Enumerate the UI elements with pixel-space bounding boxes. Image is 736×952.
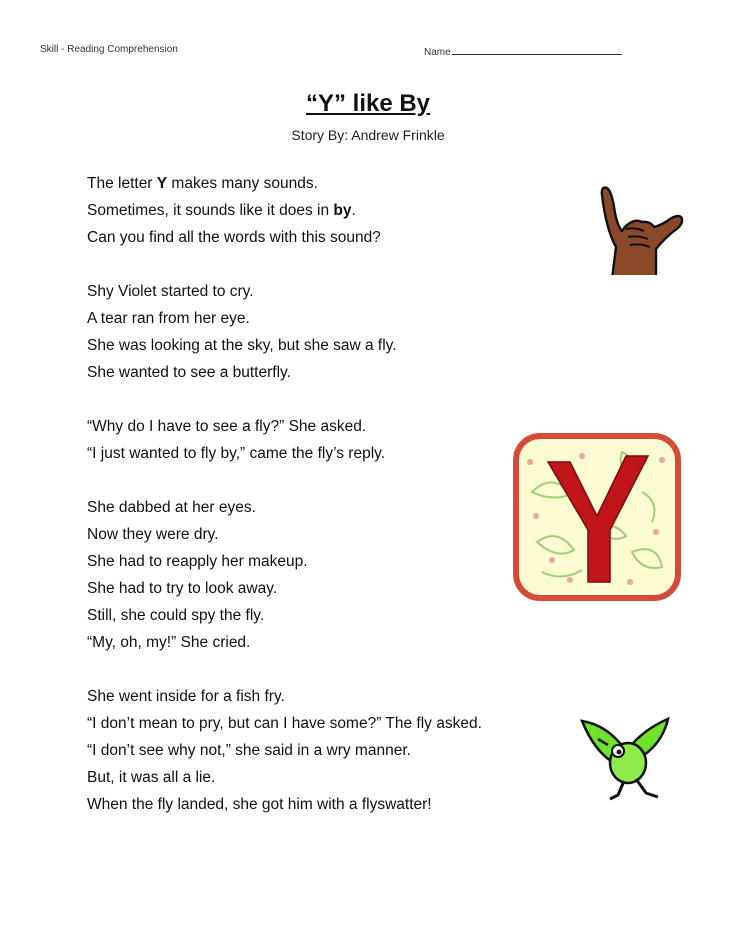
bold-word: by (333, 202, 352, 219)
stanza-3 (87, 494, 557, 656)
name-label: Name (424, 47, 451, 58)
worksheet-header (40, 44, 640, 58)
story-body (87, 170, 557, 845)
story-line: But, it was all a lie. (87, 769, 216, 786)
story-line: When the fly landed, she got him with a flyswatter! (87, 796, 432, 813)
story-line: “I just wanted to fly by,” came the fly’s reply. (87, 445, 386, 462)
story-line: Still, she could spy the fly. (87, 607, 265, 624)
skill-label: Skill - Reading Comprehension (40, 44, 178, 55)
story-line: She wanted to see a butterfly. (87, 364, 291, 381)
story-line: “I don’t see why not,” she said in a wry manner. (87, 742, 411, 759)
story-line: Now they were dry. (87, 526, 219, 543)
y-hand-sign-icon (596, 183, 684, 275)
letter-y-tile-icon (512, 432, 682, 602)
story-line: She went inside for a fish fry. (87, 688, 285, 705)
story-line: She was looking at the sky, but she saw a fly. (87, 337, 397, 354)
story-line: A tear ran from her eye. (87, 310, 250, 327)
story-line: Can you find all the words with this sound? (87, 229, 381, 246)
bold-word: Y (156, 175, 168, 192)
fly-icon (578, 715, 670, 805)
story-line: “Why do I have to see a fly?” She asked. (87, 418, 367, 435)
story-line: The letter Y makes many sounds. (87, 175, 318, 192)
story-line: She had to try to look away. (87, 580, 278, 597)
name-field (424, 44, 622, 58)
story-line: “My, oh, my!” She cried. (87, 634, 251, 651)
story-title: “Y” like By (305, 90, 431, 117)
name-blank-line (452, 44, 622, 55)
stanza-2 (87, 413, 557, 467)
intro-stanza (87, 170, 557, 251)
story-byline: Story By: Andrew Frinkle (291, 127, 445, 143)
stanza-1 (87, 278, 557, 386)
story-line: She dabbed at her eyes. (87, 499, 256, 516)
story-line: She had to reapply her makeup. (87, 553, 308, 570)
stanza-4 (87, 683, 557, 818)
story-line: Shy Violet started to cry. (87, 283, 254, 300)
story-line: Sometimes, it sounds like it does in by. (87, 202, 356, 219)
story-line: “I don’t mean to pry, but can I have some?” The fly asked. (87, 715, 482, 732)
